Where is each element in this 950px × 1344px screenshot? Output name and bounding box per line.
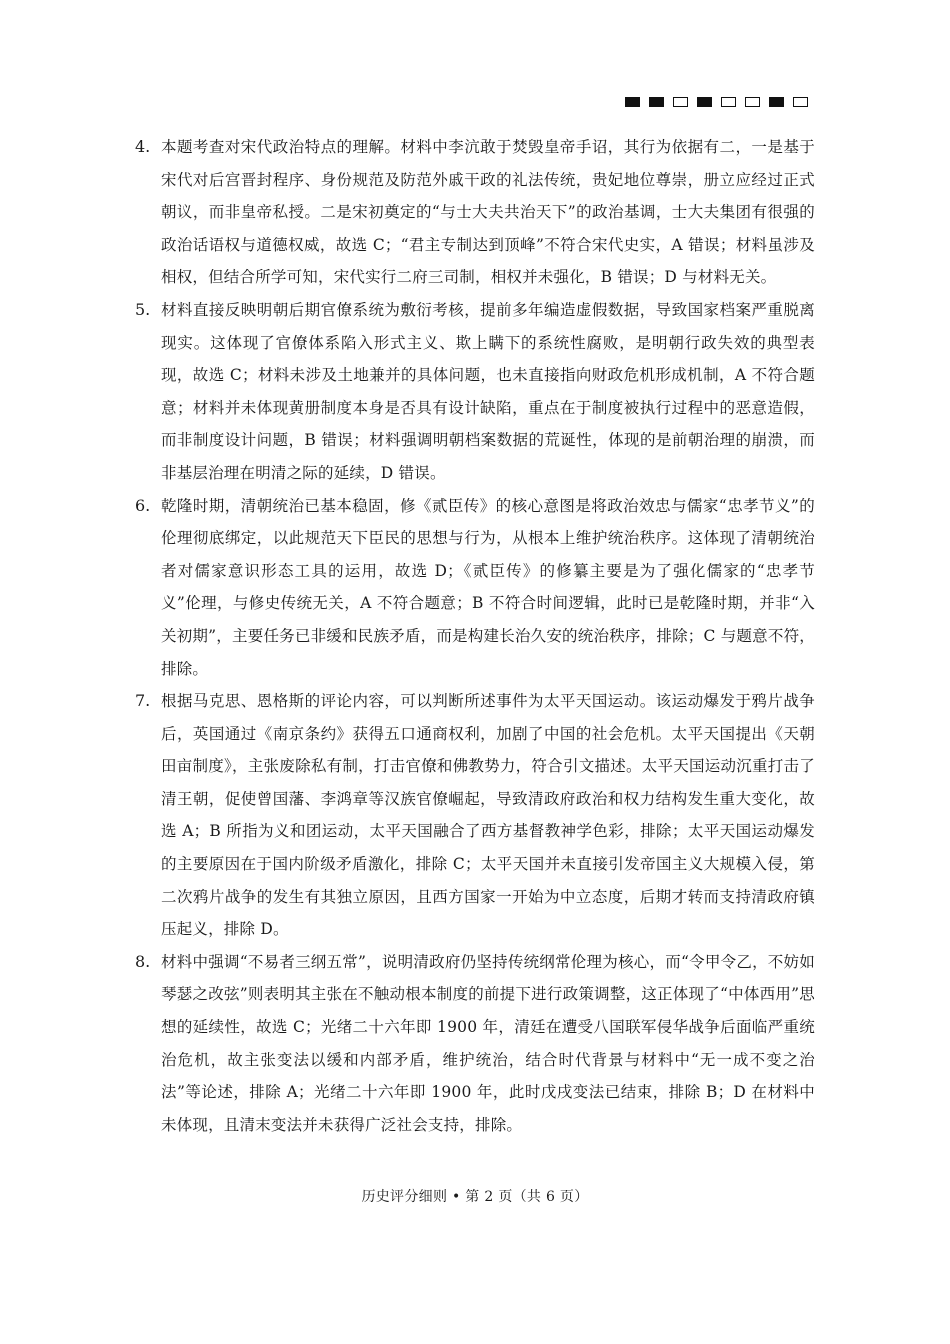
answer-text: 本题考查对宋代政治特点的理解。材料中李沆敢于焚毁皇帝手诏，其行为依据有二，一是基于宋代对后宫晋封程序、身份规范及防范外戚干政的礼法传统，贵妃地位尊崇，册立应经过正式朝议，而非皇帝私授。二是宋初奠定的“与士大夫共治天下”的政治基调，士大夫集团有很强的政治话语权与道德权威，故选 C；“君主专制达到顶峰”不符合宋代史实，A 错误；材料虽涉及相权，但结合所学可知，宋代实行二府三司制，相权并未强化，B 错误；D 与材料无关。 (161, 138, 815, 287)
answer-item-7 (135, 685, 815, 946)
answer-number: 4. (135, 137, 151, 156)
header-marks (625, 97, 808, 107)
header-mark (769, 97, 784, 107)
answer-text: 材料中强调“不易者三纲五常”，说明清政府仍坚持传统纲常伦理为核心，而“令甲令乙，不妨如琴瑟之改弦”则表明其主张在不触动根本制度的前提下进行政策调整，这正体现了“中体西用”思想的延续性，故选 C；光绪二十六年即 1900 年，清廷在遭受八国联军侵华战争后面临严重统治危机，故主张变法以缓和内部矛盾，维护统治，结合时代背景与材料中“无一成不变之治法”等论述，排除 A；光绪二十六年即 1900 年，此时戊戌变法已结束，排除 B；D 在材料中未体现，且清末变法并未获得广泛社会支持，排除。 (161, 952, 815, 1134)
answer-number: 7. (135, 691, 151, 711)
answer-item-4 (135, 131, 815, 294)
answer-list (135, 131, 815, 1141)
answer-item-5 (135, 294, 815, 490)
page-footer: 历史评分细则 • 第 2 页（共 6 页） (361, 1189, 589, 1205)
header-mark (625, 97, 640, 107)
answer-number: 5. (135, 299, 151, 319)
header-mark (721, 97, 736, 107)
header-mark (697, 97, 712, 107)
answer-item-6 (135, 490, 815, 686)
answer-number: 8. (135, 951, 151, 971)
header-mark (745, 97, 760, 107)
answer-number: 6. (135, 495, 151, 515)
header-mark (673, 97, 688, 107)
answer-item-8 (135, 946, 815, 1142)
answer-text: 根据马克思、恩格斯的评论内容，可以判断所述事件为太平天国运动。该运动爆发于鸦片战争后，英国通过《南京条约》获得五口通商权利，加剧了中国的社会危机。太平天国提出《天朝田亩制度》，主张废除私有制，打击官僚和佛教势力，符合引文描述。太平天国运动沉重打击了清王朝，促使曾国藩、李鸿章等汉族官僚崛起，导致清政府政治和权力结构发生重大变化，故选 A；B 所指为义和团运动，太平天国融合了西方基督教神学色彩，排除；太平天国运动爆发的主要原因在于国内阶级矛盾激化，排除 C；太平天国并未直接引发帝国主义大规模入侵，第二次鸦片战争的发生有其独立原因，且西方国家一开始为中立态度，后期才转而支持清政府镇压起义，排除 D。 (161, 692, 815, 939)
header-mark (793, 97, 808, 107)
header-mark (649, 97, 664, 107)
answer-text: 乾隆时期，清朝统治已基本稳固，修《贰臣传》的核心意图是将政治效忠与儒家“忠孝节义”的伦理彻底绑定，以此规范天下臣民的思想与行为，从根本上维护统治秩序。这体现了清朝统治者对儒家意识形态工具的运用，故选 D；《贰臣传》的修纂主要是为了强化儒家的“忠孝节义”伦理，与修史传统无关，A 不符合题意；B 不符合时间逻辑，此时已是乾隆时期，并非“入关初期”，主要任务已非缓和民族矛盾，而是构建长治久安的统治秩序，排除；C 与题意不符，排除。 (161, 496, 815, 678)
answer-text: 材料直接反映明朝后期官僚系统为敷衍考核，提前多年编造虚假数据，导致国家档案严重脱离现实。这体现了官僚体系陷入形式主义、欺上瞒下的系统性腐败，是明朝行政失效的典型表现，故选 C；材料未涉及土地兼并的具体问题，也未直接指向财政危机形成机制，A 不符合题意；材料并未体现黄册制度本身是否具有设计缺陷，重点在于制度被执行过程中的恶意造假，而非制度设计问题，B 错误；材料强调明朝档案数据的荒诞性，体现的是前朝治理的崩溃，而非基层治理在明清之际的延续，D 错误。 (161, 300, 815, 482)
